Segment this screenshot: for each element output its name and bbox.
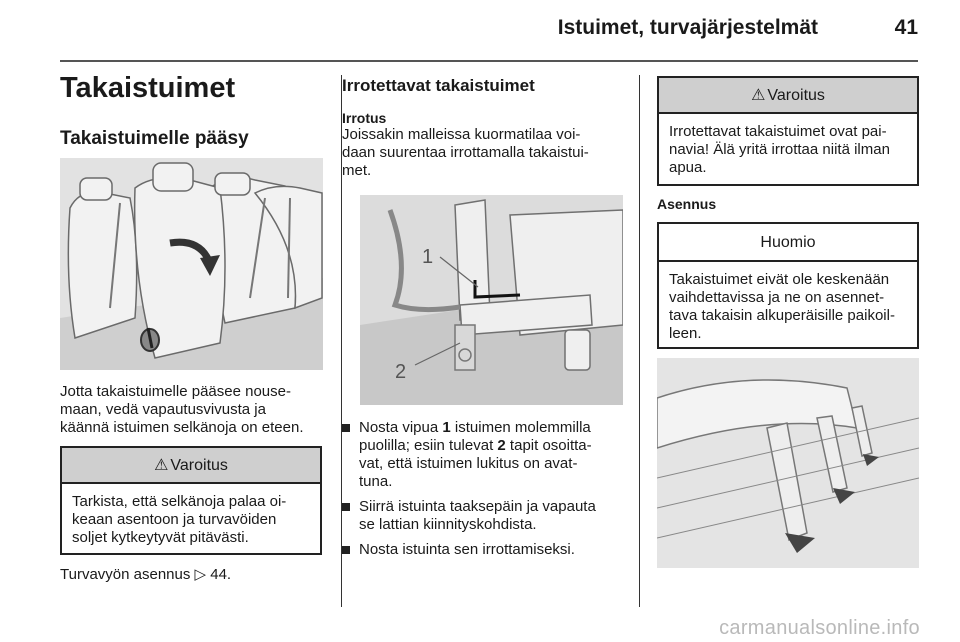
removal-steps-list (342, 419, 627, 566)
page-number: 41 (894, 16, 918, 39)
running-header-title: Istuimet, turvajärjestelmät (557, 16, 818, 39)
subheading-installation: Asennus (657, 196, 717, 212)
bullet-square-icon (342, 546, 350, 554)
text-line: met. (342, 162, 372, 179)
warning-body (62, 484, 320, 556)
note-box (657, 222, 919, 349)
list-item: Siirrä istuinta taaksepäin ja vapauta se lattian kiinnityskohdista. (342, 498, 627, 534)
subheading-removal: Irrotus (342, 110, 387, 126)
note-header (659, 224, 917, 262)
text-line: Irrotettavat takaistuimet ovat pai- (669, 123, 887, 140)
list-item: Nosta vipua 1 istuimen molemmilla puolilla; esiin tulevat 2 tapit osoitta- vat, että istuimen lukitus on avat- tuna. (342, 419, 627, 491)
text-line: keaan asentoon ja turvavöiden (72, 511, 277, 528)
seat-access-illustration (60, 158, 323, 370)
text-line: Joissakin malleissa kuormatilaa voi- (342, 126, 581, 143)
subsection-heading: Takaistuimelle pääsy (60, 128, 249, 149)
warning-triangle-icon: ⚠ (751, 87, 766, 104)
removal-intro (342, 110, 627, 180)
arrow-reference-icon: ▷ (194, 566, 207, 583)
text-line: Tarkista, että selkänoja palaa oi- (72, 493, 287, 510)
warning-title: Varoitus (170, 457, 228, 474)
warning-header (62, 448, 320, 484)
bullet-square-icon (342, 503, 350, 511)
text-line: navia! Älä yritä irrottaa niitä ilman (669, 141, 890, 158)
warning-box-seatback (60, 446, 322, 555)
warning-box-heavy (657, 76, 919, 186)
bullet-square-icon (342, 424, 350, 432)
note-title: Huomio (760, 234, 816, 251)
callout-label-1: 1 (422, 246, 434, 268)
header-divider (60, 60, 918, 62)
text-line: tava takaisin alkuperäisille paikoil- (669, 307, 895, 324)
warning-header (659, 78, 917, 114)
warning-triangle-icon: ⚠ (154, 457, 169, 474)
text-line: Takaistuimet eivät ole keskenään (669, 271, 890, 288)
seat-latch-illustration (360, 195, 623, 405)
text-line: käännä istuimen selkänoja on eteen. (60, 419, 304, 436)
access-instructions (60, 383, 330, 437)
callout-label-2: 2 (395, 361, 407, 383)
text-line: daan suurentaa irrottamalla takaistui- (342, 144, 589, 161)
warning-body (659, 114, 917, 186)
warning-title: Varoitus (767, 87, 825, 104)
text-line: apua. (669, 159, 707, 176)
watermark-text: carmanualsonline.info (719, 617, 920, 639)
text-line: maan, vedä vapautusvivusta ja (60, 401, 266, 418)
seat-installation-illustration (657, 358, 919, 568)
text-line: vaihdettavissa ja ne on asennet- (669, 289, 885, 306)
text-line: Jotta takaistuimelle pääsee nouse- (60, 383, 291, 400)
list-item: Nosta istuinta sen irrottamiseksi. (342, 541, 627, 559)
reference-text: Turvavyön asennus (60, 566, 191, 583)
column-divider-2 (639, 75, 640, 607)
cross-reference[interactable] (60, 566, 231, 584)
text-line: soljet kytkeytyvät pitävästi. (72, 529, 249, 546)
reference-page: 44. (210, 566, 232, 583)
section-heading-removable: Irrotettavat takaistuimet (342, 76, 535, 95)
section-heading: Takaistuimet (60, 72, 236, 104)
text-line: leen. (669, 325, 702, 342)
note-body (659, 262, 917, 352)
